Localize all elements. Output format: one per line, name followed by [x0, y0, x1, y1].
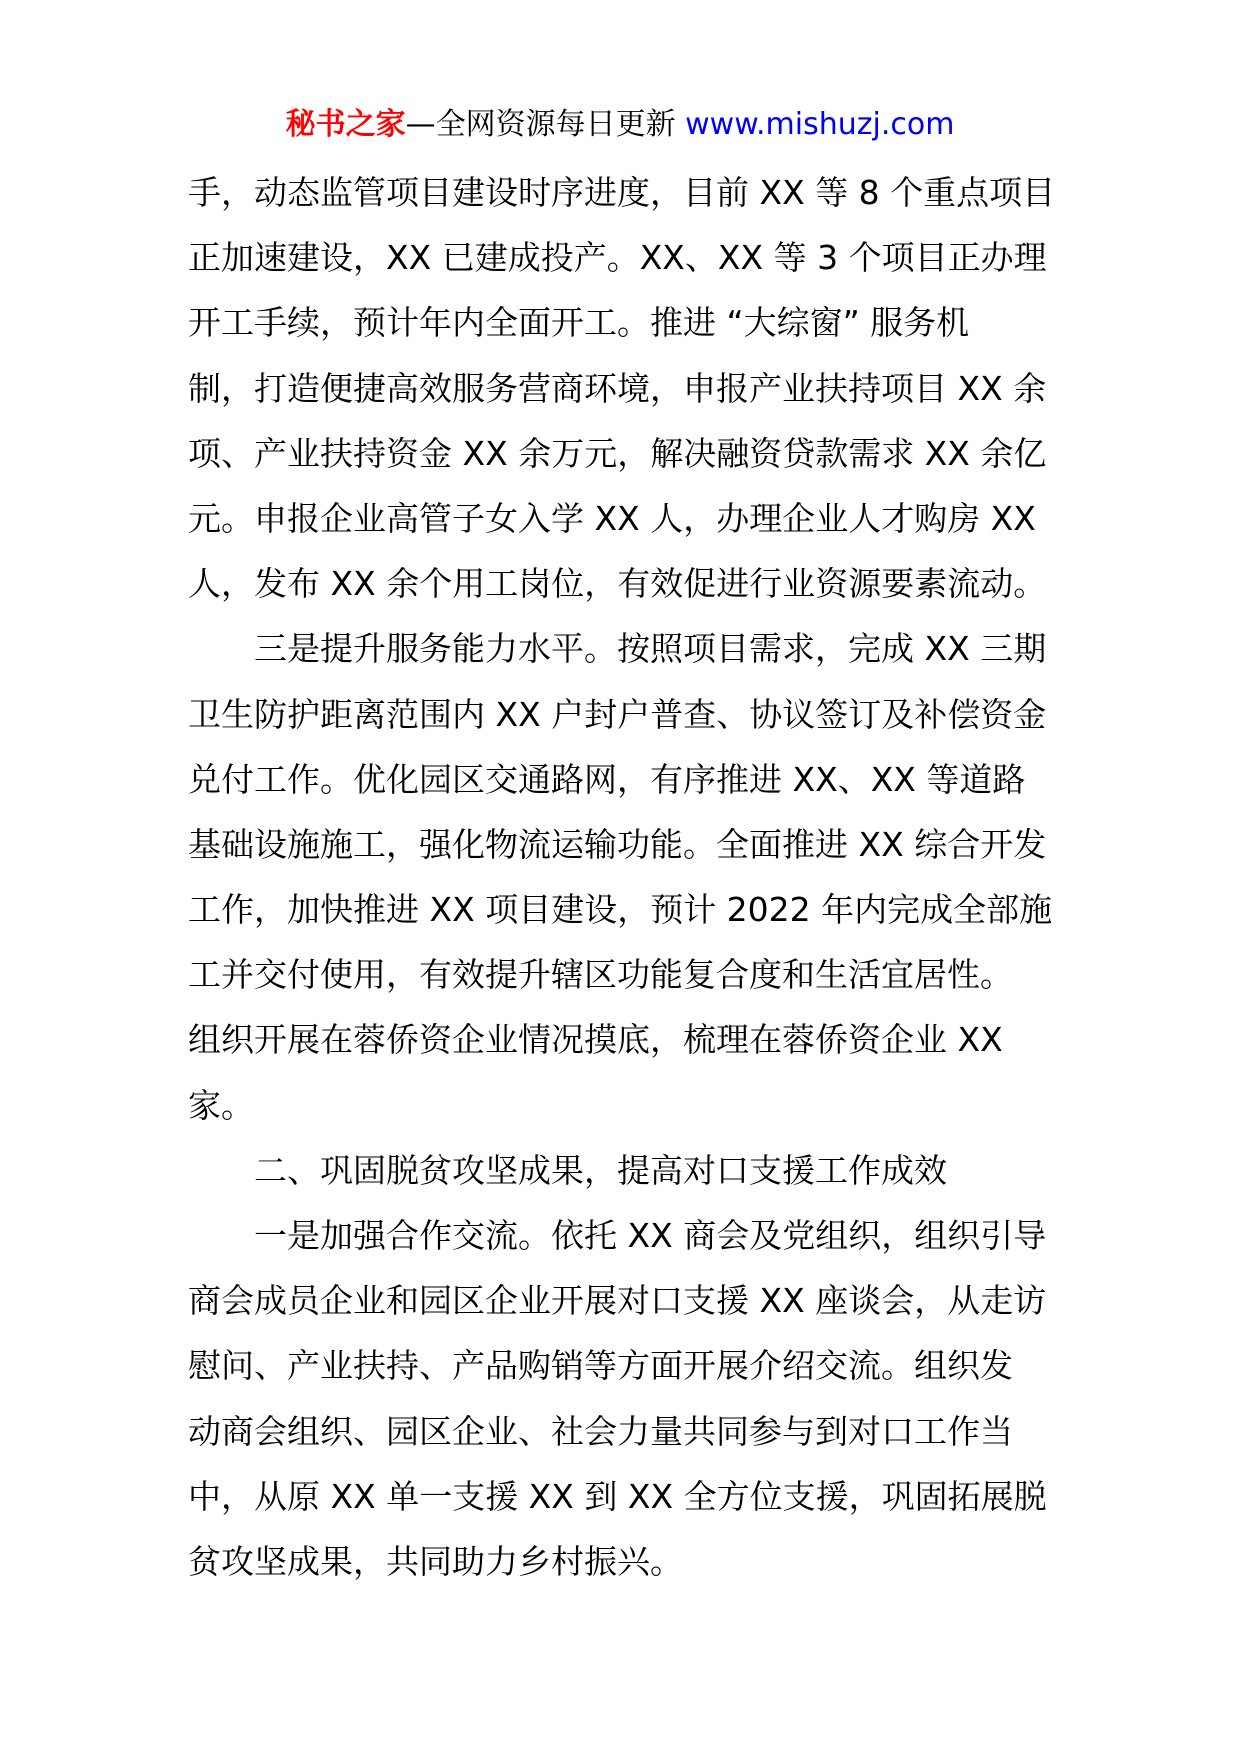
text-line: 中，从原 XX 单一支援 XX 到 XX 全方位支援，巩固拓展脱 — [188, 1476, 1047, 1516]
site-url-link[interactable]: www.mishuzj.com — [685, 107, 955, 142]
site-tagline: —全网资源每日更新 — [405, 107, 676, 142]
section-heading: 二、巩固脱贫攻坚成果，提高对口支援工作成效 — [254, 1150, 947, 1190]
text-line: 手，动态监管项目建设时序进度，目前 XX 等 8 个重点项目 — [188, 173, 1056, 212]
text-line: 工作，加快推进 XX 项目建设，预计 2022 年内完成全部施 — [188, 890, 1053, 930]
text-line: 项、产业扶持资金 XX 余万元，解决融资贷款需求 XX 余亿 — [188, 433, 1047, 473]
paragraph-start-line: 三是提升服务能力水平。按照项目需求，完成 XX 三期 — [254, 629, 1047, 669]
text-line: 工并交付使用，有效提升辖区功能复合度和生活宜居性。 — [188, 955, 1013, 995]
text-line: 正加速建设，XX 已建成投产。XX、XX 等 3 个项目正办理 — [188, 238, 1047, 278]
text-line: 基础设施施工，强化物流运输功能。全面推进 XX 综合开发 — [188, 824, 1047, 864]
text-line: 组织开展在蓉侨资企业情况摸底，梳理在蓉侨资企业 XX — [188, 1020, 1003, 1060]
text-line: 慰问、产业扶持、产品购销等方面开展介绍交流。组织发 — [188, 1346, 1013, 1386]
paragraph-start-line: 一是加强合作交流。依托 XX 商会及党组织，组织引导 — [254, 1216, 1047, 1255]
text-line: 元。申报企业高管子女入学 XX 人，办理企业人才购房 XX — [188, 498, 1036, 538]
text-line: 兑付工作。优化园区交通路网，有序推进 XX、XX 等道路 — [188, 759, 1026, 799]
text-line: 人，发布 XX 余个用工岗位，有效促进行业资源要素流动。 — [188, 564, 1047, 604]
text-line: 制，打造便捷高效服务营商环境，申报产业扶持项目 XX 余 — [188, 368, 1047, 408]
text-line: 家。 — [188, 1085, 254, 1125]
text-line: 动商会组织、园区企业、社会力量共同参与到对口工作当 — [188, 1411, 1013, 1451]
text-line: 贫攻坚成果，共同助力乡村振兴。 — [188, 1541, 683, 1581]
site-header — [0, 100, 1240, 150]
text-line: 开工手续，预计年内全面开工。推进 “大综窗” 服务机 — [188, 303, 970, 343]
site-brand: 秘书之家 — [285, 107, 406, 142]
text-line: 商会成员企业和园区企业开展对口支援 XX 座谈会，从走访 — [188, 1281, 1047, 1321]
document-body — [188, 160, 1060, 1594]
text-line: 卫生防护距离范围内 XX 户封户普查、协议签订及补偿资金 — [188, 694, 1047, 734]
